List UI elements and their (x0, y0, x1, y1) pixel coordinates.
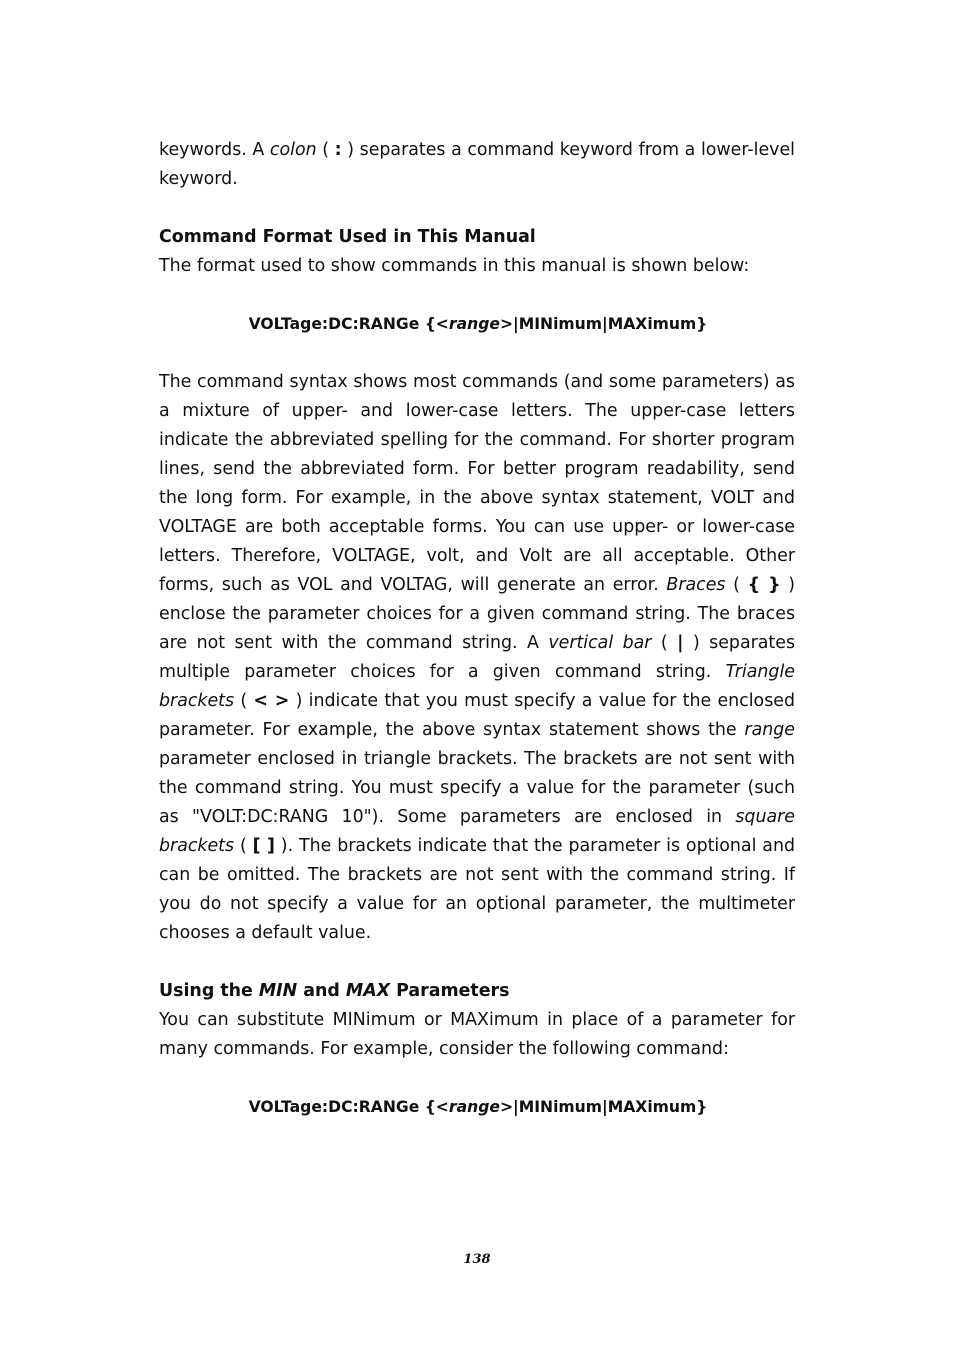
braces-symbol: { } (747, 575, 781, 595)
range-term: range (744, 720, 795, 740)
heading-text-3: Parameters (390, 981, 510, 1001)
vertical-bar-symbol: | (677, 633, 684, 653)
intro-text-2: ( (316, 140, 335, 160)
syntax-paragraph (159, 368, 795, 948)
body-text-1: The command syntax shows most commands (and some parameters) as a mixture of upper- and lower-case letters. The upper-case letters indicate the abbreviated spelling for the command. For shorter program lines, send the abbreviated form. For better program readability, send the long form. For example, in the above syntax statement, VOLT and VOLTAGE are both acceptable forms. You can use upper- or lower-case letters. Therefore, VOLTAGE, volt, and Volt are all acceptable. Other forms, such as VOL and VOLTAG, will generate an error. (159, 372, 795, 595)
body-text-8: parameter enclosed in triangle brackets. The brackets are not sent with the command string. You must specify a value for the parameter (such as "VOLT:DC:RANG 10"). Some parameters are enclosed in (159, 749, 795, 827)
section-heading-command-format: Command Format Used in This Manual (159, 227, 536, 247)
section-text-min-max: You can substitute MINimum or MAXimum in place of a parameter for many commands. For example, consider the following command: (159, 1010, 795, 1059)
square-brackets-symbol: [ ] (252, 836, 275, 856)
triangle-brackets-term: Triangle brackets (159, 662, 795, 711)
spacer (159, 339, 795, 368)
command-param: range (448, 315, 500, 333)
spacer (159, 1064, 795, 1093)
body-text-5: ) separates multiple parameter choices for a given command string. (159, 633, 796, 682)
heading-max: MAX (345, 981, 391, 1001)
heading-text-1: Using the (159, 981, 259, 1001)
square-brackets-term: square brackets (159, 807, 795, 856)
body-text-3: ) enclose the parameter choices for a given command string. The braces are not sent with the command string. A (159, 575, 795, 653)
triangle-brackets-symbol: < > (253, 691, 290, 711)
command-param: range (448, 1098, 500, 1116)
command-prefix: VOLTage:DC:RANGe {< (248, 315, 449, 333)
spacer (159, 281, 795, 310)
colon-symbol: : (334, 140, 342, 160)
spacer (159, 948, 795, 977)
body-text-2: ( (725, 575, 748, 595)
spacer (159, 194, 795, 223)
intro-paragraph (159, 136, 795, 194)
colon-term: colon (269, 140, 317, 160)
command-example-1 (159, 310, 795, 339)
braces-term: Braces (666, 575, 726, 595)
command-example-2 (159, 1093, 795, 1122)
heading-text-2: and (297, 981, 346, 1001)
page-number: 138 (463, 1252, 491, 1267)
vertical-bar-term: vertical bar (548, 633, 652, 653)
command-prefix: VOLTage:DC:RANGe {< (248, 1098, 449, 1116)
intro-text-3: ) separates a command keyword from a lower-level keyword. (159, 140, 795, 189)
body-text-9: ( (234, 836, 253, 856)
command-suffix: >|MINimum|MAXimum} (499, 315, 708, 333)
body-text-7: ) indicate that you must specify a value for the enclosed parameter. For example, the above syntax statement shows the (159, 691, 795, 740)
heading-min: MIN (258, 981, 298, 1001)
command-suffix: >|MINimum|MAXimum} (499, 1098, 708, 1116)
body-text-6: ( (234, 691, 254, 711)
intro-text-1: keywords. A (159, 140, 270, 160)
section-intro-command-format: The format used to show commands in this manual is shown below: (159, 256, 750, 276)
body-text-4: ( (651, 633, 678, 653)
body-text-10: ). The brackets indicate that the parameter is optional and can be omitted. The brackets are not sent with the command string. If you do not specify a value for an optional parameter, the multimeter chooses a default value. (159, 836, 796, 943)
document-page (159, 136, 795, 1122)
section-heading-min-max (159, 977, 795, 1006)
